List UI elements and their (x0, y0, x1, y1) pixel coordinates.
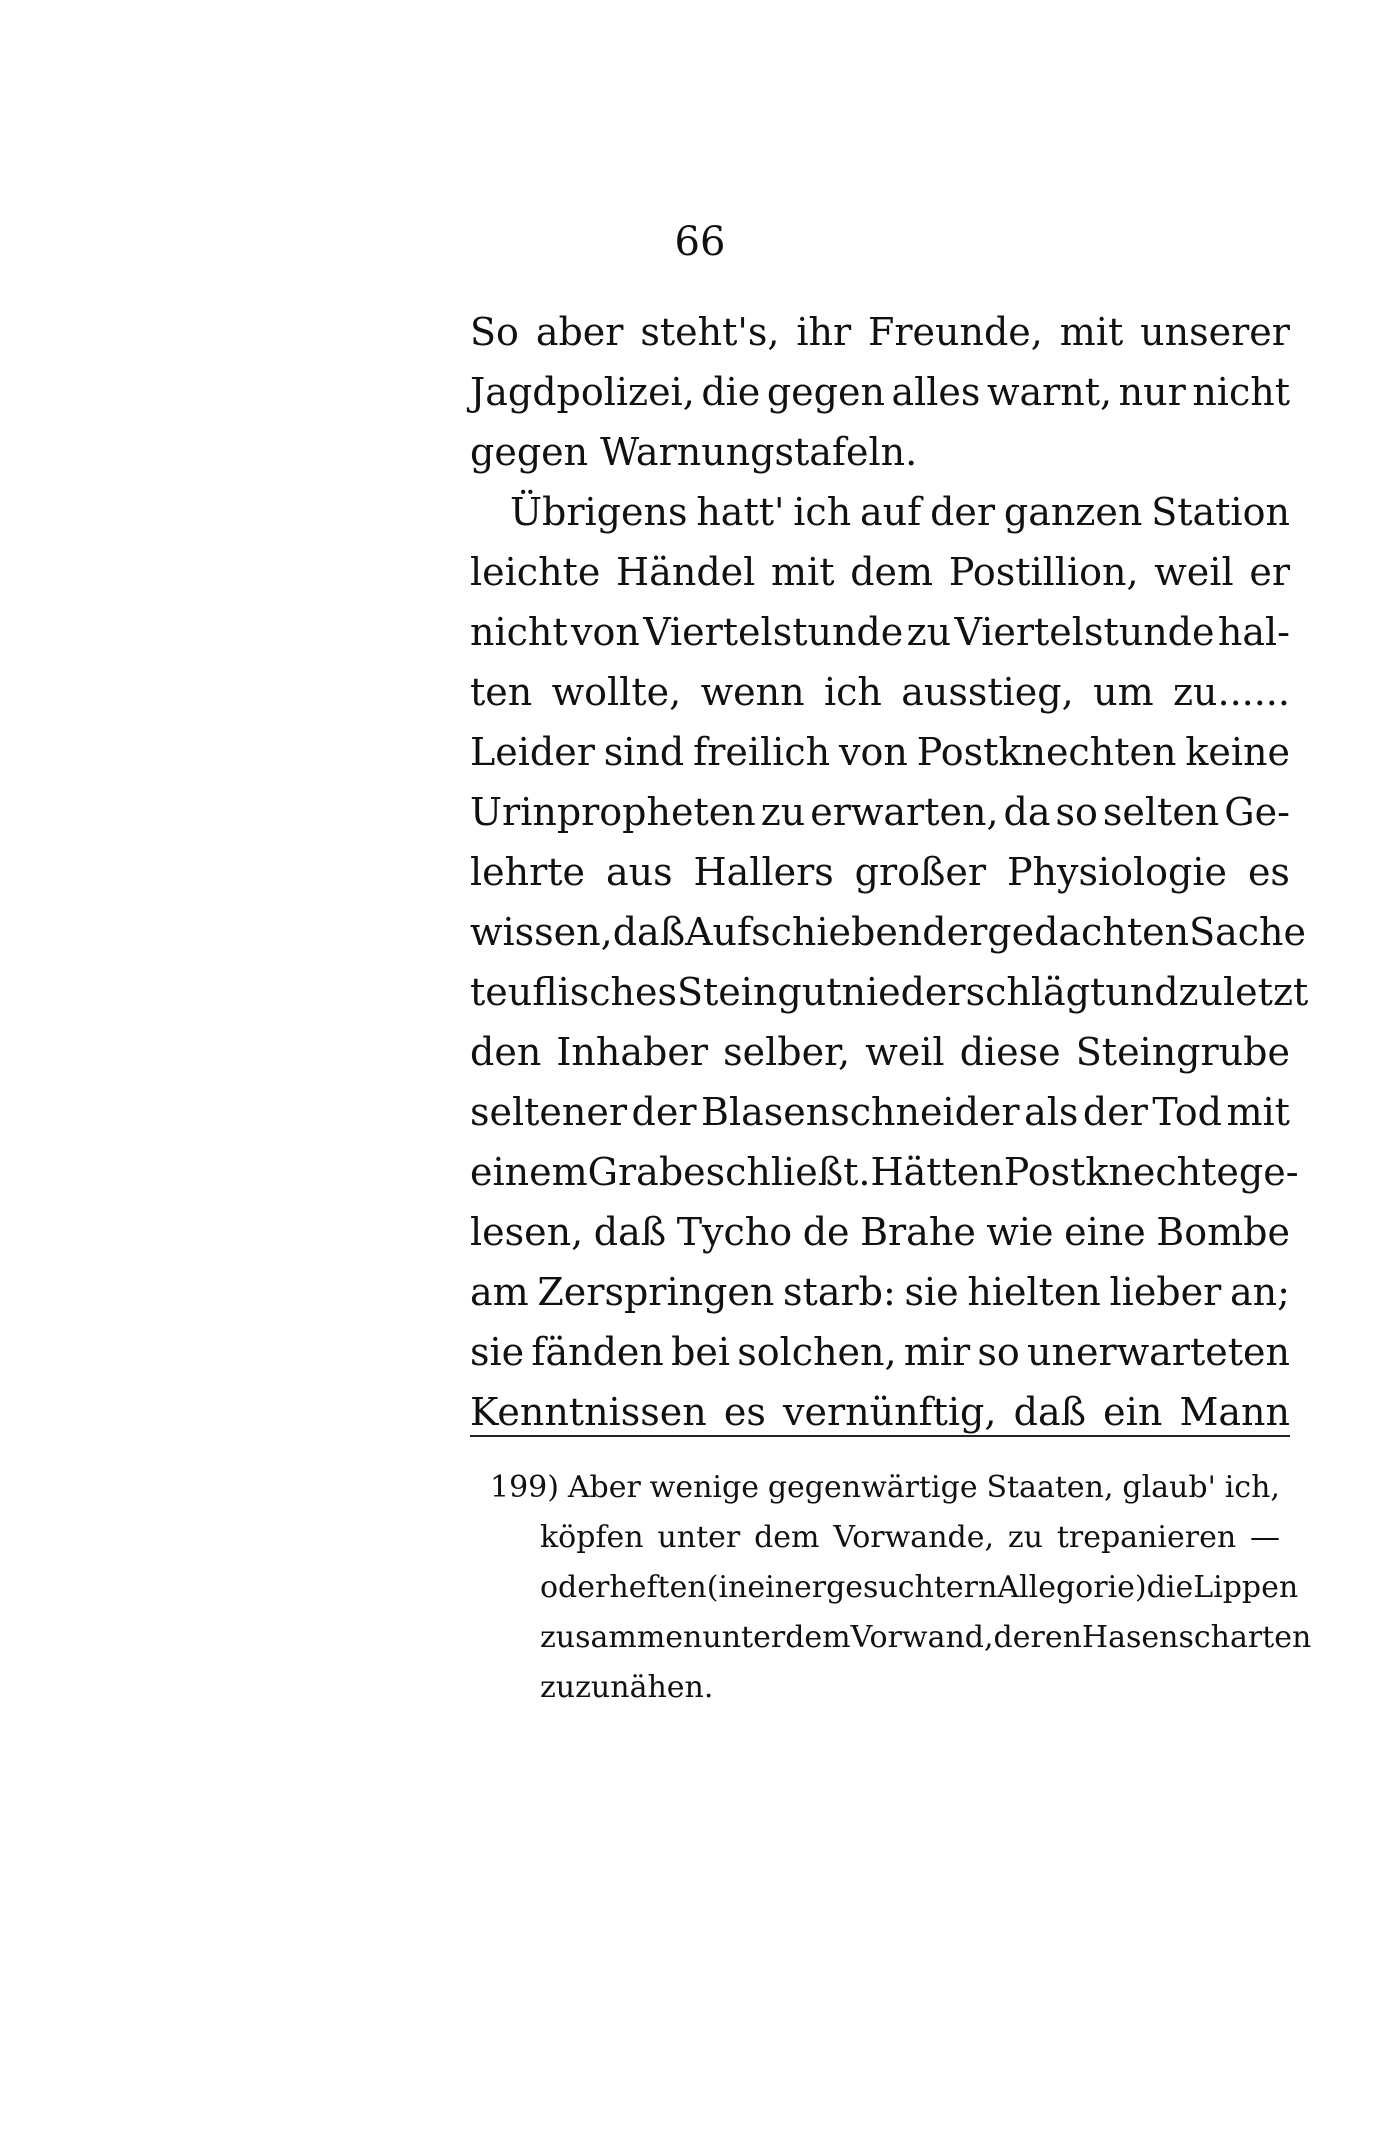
word: Brahe (860, 1210, 976, 1254)
word: weil (1154, 550, 1234, 594)
word: Hätten (870, 1150, 1004, 1194)
word: (in (706, 1570, 748, 1605)
word: daß (612, 910, 686, 954)
text-line (470, 362, 1290, 422)
word: der (922, 910, 988, 954)
text-line (470, 962, 1309, 1022)
word: trepanieren (1056, 1520, 1237, 1555)
word: Übrigens (510, 490, 688, 534)
word: dem (754, 1520, 820, 1555)
word: die (1146, 1570, 1194, 1605)
word: ganzen (1003, 490, 1143, 534)
word: Steingrube (1075, 1030, 1290, 1074)
word: und (1105, 970, 1179, 1014)
text-line (470, 1262, 1290, 1322)
word: er (1249, 550, 1290, 594)
word: Leider (470, 730, 595, 774)
word: Kenntnissen (470, 1390, 707, 1434)
page-number: 66 (674, 219, 726, 265)
word: wenn (700, 670, 805, 714)
word: dem (785, 1620, 851, 1655)
text-line (470, 782, 1290, 842)
word: mit (771, 550, 835, 594)
word: leichte (470, 550, 601, 594)
word: Tod (1152, 1090, 1222, 1134)
word: unter (702, 1620, 786, 1655)
word: heften (609, 1570, 707, 1605)
footnote-line (490, 1563, 1299, 1613)
word: lieber (1109, 1270, 1222, 1314)
word: mit (1226, 1090, 1290, 1134)
word: Hallers (693, 850, 834, 894)
text-line (470, 902, 1306, 962)
word: Allegorie) (997, 1570, 1147, 1605)
word: wollte, (551, 670, 682, 714)
word: von (839, 730, 908, 774)
word: weil (865, 1030, 945, 1074)
word: de (802, 1210, 850, 1254)
word: den (470, 1030, 542, 1074)
word: aus (605, 850, 673, 894)
word: da (1003, 790, 1051, 834)
word: so (977, 1330, 1020, 1374)
word: Bombe (1156, 1210, 1290, 1254)
word: gegen (766, 370, 885, 414)
word: starb: (783, 1270, 896, 1314)
word: bei (671, 1330, 731, 1374)
word: glaub' (1122, 1470, 1216, 1505)
word: zu (906, 610, 952, 654)
word: wissen, (470, 910, 613, 954)
text-line (470, 302, 1290, 362)
footnote (490, 1463, 1312, 1713)
word: zu...... (1173, 670, 1290, 714)
word: daß (1013, 1390, 1086, 1434)
word: teuflisches (470, 970, 677, 1014)
word: So (470, 310, 519, 354)
word: daß (593, 1210, 667, 1254)
word: großer (854, 850, 987, 894)
word: mit (1059, 310, 1124, 354)
word: Postillion, (948, 550, 1139, 594)
word: selten (1102, 790, 1220, 834)
line-text: gegen Warnungstafeln. (470, 430, 918, 474)
word: einer (747, 1570, 827, 1605)
word: Ge- (1224, 790, 1290, 834)
word: lesen, (470, 1210, 584, 1254)
footnote-line (490, 1513, 1280, 1563)
word: an; (1229, 1270, 1290, 1314)
line-text: zuzunähen. (540, 1670, 714, 1705)
word: zusammen (540, 1620, 703, 1655)
word: oder (540, 1570, 610, 1605)
text-line (470, 482, 1290, 542)
word: ich (823, 670, 882, 714)
word: Blasenschneider (701, 1090, 1020, 1134)
word: sie (470, 1330, 525, 1374)
text-line (470, 1382, 1290, 1442)
word: Vorwand, (850, 1620, 994, 1655)
word: Viertelstunde (954, 610, 1215, 654)
word: mir (903, 1330, 971, 1374)
word: ich (793, 490, 852, 534)
text-line (470, 602, 1290, 662)
word: solchen, (737, 1330, 897, 1374)
word: ge- (1238, 1150, 1299, 1194)
word: wenige (649, 1470, 759, 1505)
word: Inhaber (556, 1030, 708, 1074)
word: fänden (531, 1330, 664, 1374)
word: Steingut (676, 970, 842, 1014)
word: um (1093, 670, 1154, 714)
word: auf (860, 490, 922, 534)
word: Aber (567, 1470, 641, 1505)
word: 199) (490, 1470, 559, 1505)
word: gegenwärtige (767, 1470, 978, 1505)
word: warnt, (986, 370, 1113, 414)
word: am (470, 1270, 529, 1314)
word: unerwarteten (1027, 1330, 1290, 1374)
word: Aufschieben (685, 910, 923, 954)
word: Mann (1179, 1390, 1290, 1434)
word: Hasenscharten (1081, 1620, 1312, 1655)
word: Zerspringen (537, 1270, 775, 1314)
word: dem (850, 550, 934, 594)
word: zu (760, 790, 806, 834)
footnote-line (490, 1613, 1312, 1663)
word: Lippen (1193, 1570, 1299, 1605)
word: nicht (1192, 370, 1290, 414)
word: vernünftig, (783, 1390, 997, 1434)
word: eine (1064, 1210, 1146, 1254)
word: es (723, 1390, 766, 1434)
word: hatt' (696, 490, 785, 534)
body-text (470, 302, 1309, 1442)
word: unter (657, 1520, 741, 1555)
word: hal- (1217, 610, 1290, 654)
word: Vorwande, (833, 1520, 995, 1555)
footnote-divider (470, 1435, 1290, 1437)
word: Urinpropheten (470, 790, 756, 834)
word: seltener (470, 1090, 628, 1134)
word: nur (1118, 370, 1186, 414)
word: der (631, 1090, 697, 1134)
word: Staaten, (986, 1470, 1114, 1505)
word: zu (1007, 1520, 1043, 1555)
word: deren (993, 1620, 1082, 1655)
word: Postknechte (1003, 1150, 1239, 1194)
word: schließt. (705, 1150, 871, 1194)
text-line (470, 422, 1290, 482)
word: einem (470, 1150, 588, 1194)
word: sind (603, 730, 685, 774)
word: Tycho (676, 1210, 793, 1254)
word: erwarten, (810, 790, 999, 834)
word: Freunde, (868, 310, 1043, 354)
word: Viertelstunde (643, 610, 904, 654)
word: gedachten (987, 910, 1190, 954)
word: aber (535, 310, 624, 354)
word: ihr (796, 310, 852, 354)
word: ich, (1224, 1470, 1280, 1505)
word: als (1024, 1090, 1079, 1134)
word: nicht (470, 610, 568, 654)
word: von (571, 610, 640, 654)
word: alles (891, 370, 981, 414)
word: es (1247, 850, 1290, 894)
word: Physiologie (1006, 850, 1228, 894)
text-line (470, 1082, 1290, 1142)
word: freilich (693, 730, 831, 774)
word: gesuchtern (826, 1570, 998, 1605)
text-line (470, 1202, 1290, 1262)
word: zuletzt (1178, 970, 1309, 1014)
word: wie (986, 1210, 1054, 1254)
footnote-line (490, 1463, 1280, 1513)
text-line (470, 1322, 1290, 1382)
text-line (470, 1022, 1290, 1082)
word: der (1082, 1090, 1148, 1134)
word: selber, (723, 1030, 851, 1074)
word: unserer (1140, 310, 1290, 354)
text-line (470, 662, 1290, 722)
word: Station (1151, 490, 1290, 534)
word: hielten (967, 1270, 1101, 1314)
word: niederschlägt (841, 970, 1106, 1014)
footnote-line (490, 1663, 1280, 1713)
word: diese (959, 1030, 1061, 1074)
word: — (1249, 1520, 1280, 1555)
word: Händel (616, 550, 756, 594)
word: die (701, 370, 761, 414)
word: steht's, (640, 310, 780, 354)
word: keine (1185, 730, 1290, 774)
word: der (930, 490, 996, 534)
text-line (470, 1142, 1299, 1202)
word: Jagdpolizei, (470, 370, 695, 414)
word: köpfen (540, 1520, 644, 1555)
word: ten (470, 670, 533, 714)
word: sie (904, 1270, 959, 1314)
text-line (470, 542, 1290, 602)
word: ausstieg, (901, 670, 1074, 714)
word: so (1055, 790, 1098, 834)
text-line (470, 722, 1290, 782)
word: Postknechten (916, 730, 1177, 774)
word: lehrte (470, 850, 586, 894)
word: Sache (1189, 910, 1306, 954)
word: Grabe (587, 1150, 706, 1194)
text-line (470, 842, 1290, 902)
word: ein (1103, 1390, 1163, 1434)
